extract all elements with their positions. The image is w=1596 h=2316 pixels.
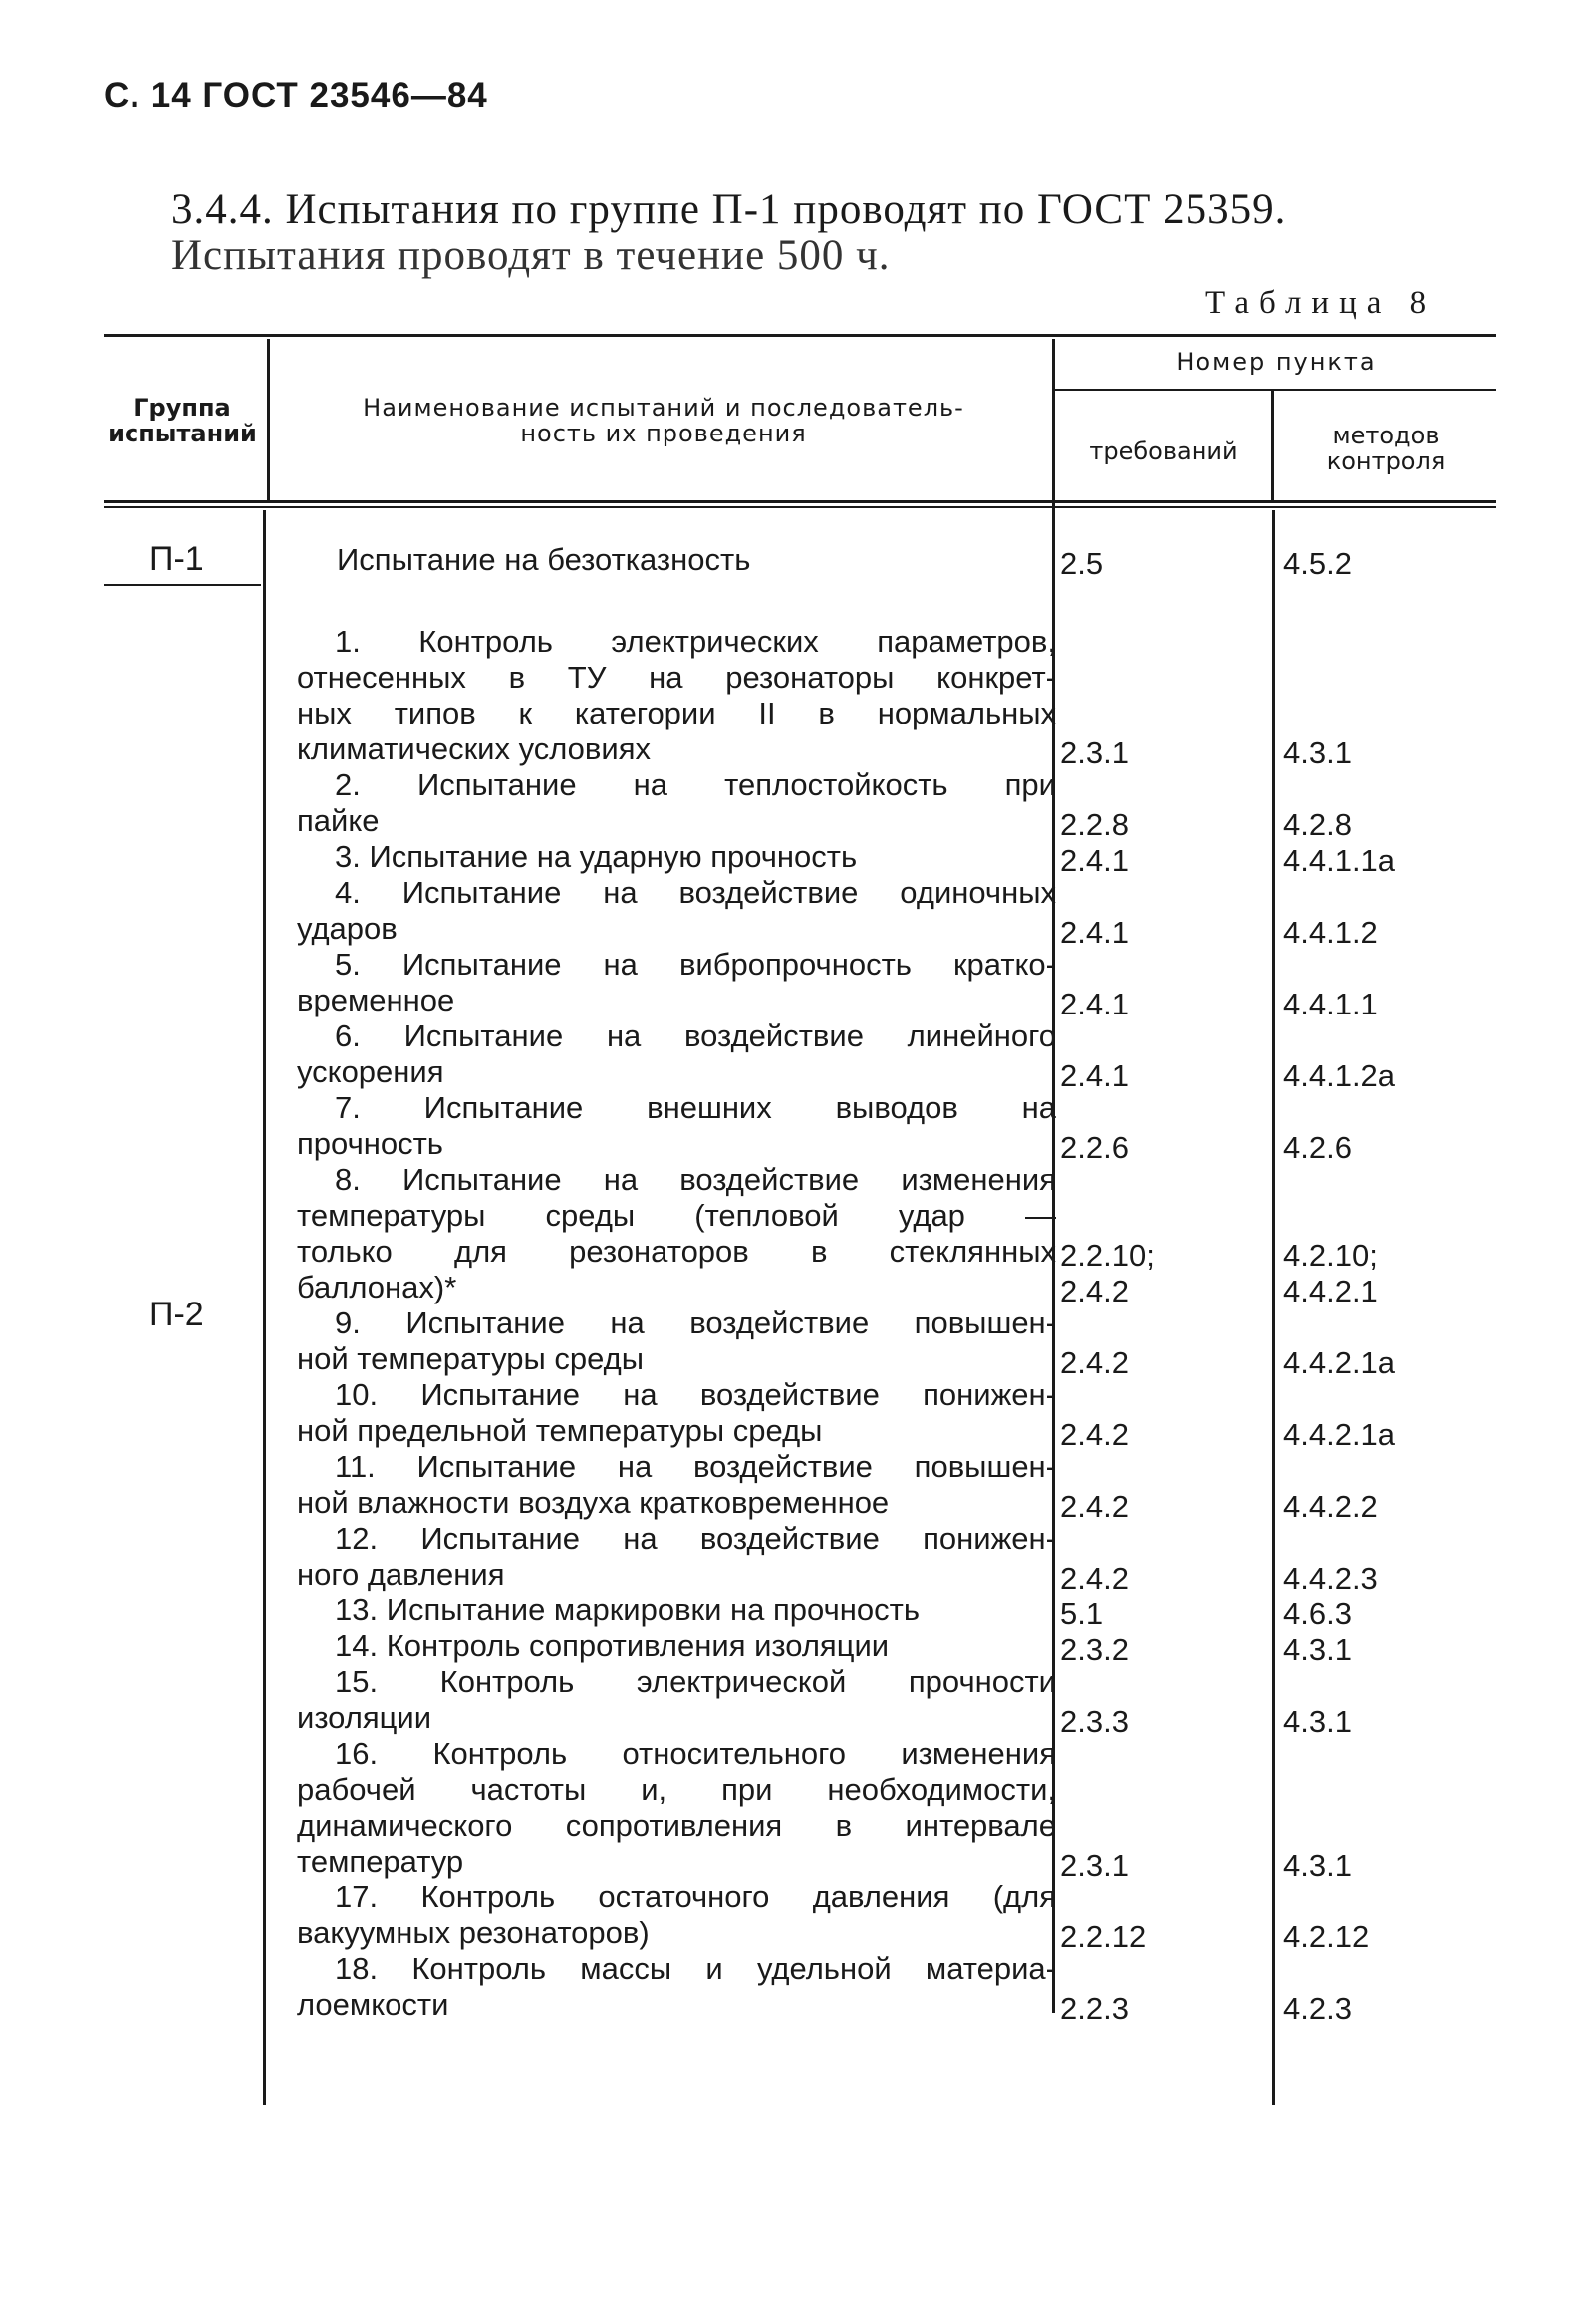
table-row bbox=[297, 947, 1056, 1018]
requirement-number: 2.2.8 bbox=[1060, 807, 1129, 842]
subheader-rule bbox=[1054, 389, 1496, 391]
requirement-number: 2.2.3 bbox=[1060, 1991, 1129, 2026]
method-number: 4.5.2 bbox=[1283, 546, 1352, 581]
col-divider-req bbox=[1271, 389, 1274, 500]
row-text-line: 16. Контроль относительного изменения bbox=[335, 1736, 1056, 1771]
row-text-line: только для резонаторов в стеклянных bbox=[297, 1234, 1056, 1269]
table-row bbox=[297, 875, 1056, 947]
row-text-line: климатических условиях bbox=[297, 731, 651, 766]
row-text-line: 1. Контроль электрических параметров, bbox=[335, 624, 1056, 659]
header-point-number: Номер пункта bbox=[1176, 348, 1377, 376]
header-methods: методов контроля bbox=[1326, 422, 1446, 475]
row-text-line: пайке bbox=[297, 803, 380, 838]
group-label-p2: П-2 bbox=[149, 1296, 204, 1333]
method-number: 4.3.1 bbox=[1283, 1704, 1352, 1739]
method-number: 4.2.6 bbox=[1283, 1130, 1352, 1165]
row-text-line: 9. Испытание на воздействие повышен- bbox=[335, 1305, 1056, 1340]
row-text-line: отнесенных в ТУ на резонаторы конкрет- bbox=[297, 660, 1056, 695]
method-number: 4.4.1.2а bbox=[1283, 1058, 1396, 1093]
row-text-line: 13. Испытание маркировки на прочность bbox=[335, 1592, 920, 1627]
row-text-line: ного давления bbox=[297, 1557, 505, 1592]
method-number: 4.4.2.2 bbox=[1283, 1489, 1378, 1524]
row-text-line: 14. Контроль сопротивления изоляции bbox=[335, 1628, 890, 1663]
row-text-line: прочность bbox=[297, 1126, 443, 1161]
method-number: 4.2.12 bbox=[1283, 1919, 1370, 1954]
page-header: С. 14 ГОСТ 23546—84 bbox=[104, 76, 488, 115]
requirement-number: 2.4.2 bbox=[1060, 1489, 1129, 1524]
group-label-p1: П-1 bbox=[149, 540, 204, 578]
row-text-line: 3. Испытание на ударную прочность bbox=[335, 839, 858, 874]
table-row bbox=[297, 1090, 1056, 1162]
table-row bbox=[297, 839, 1056, 875]
table-row bbox=[337, 542, 1034, 578]
row-text-line: изоляции bbox=[297, 1700, 432, 1735]
row-text-line: ных типов к категории II в нормальных bbox=[297, 696, 1056, 730]
col-divider-group-body bbox=[263, 510, 266, 2105]
row-text-line: рабочей частоты и, при необходимости, bbox=[297, 1772, 1056, 1807]
header-bottom-rule-1 bbox=[104, 500, 1496, 503]
row-text-line: 10. Испытание на воздействие понижен- bbox=[335, 1377, 1056, 1412]
row-text-line: вакуумных резонаторов) bbox=[297, 1915, 650, 1950]
row-text-line: температуры среды (тепловой удар — bbox=[297, 1198, 1056, 1233]
row-text-line: 15. Контроль электрической прочности bbox=[335, 1664, 1056, 1699]
table-row bbox=[297, 1305, 1056, 1377]
row-text-line: 2. Испытание на теплостойкость при bbox=[335, 767, 1056, 802]
method-number: 4.2.10; bbox=[1283, 1238, 1378, 1273]
table-row bbox=[297, 1377, 1056, 1449]
header-name: Наименование испытаний и последователь- ность их проведения bbox=[363, 394, 964, 447]
row-text-line: 6. Испытание на воздействие линейного bbox=[335, 1018, 1056, 1053]
method-number: 4.3.1 bbox=[1283, 1632, 1352, 1667]
table-top-rule bbox=[104, 334, 1496, 337]
col-divider-req-body bbox=[1272, 510, 1275, 2105]
method-number: 4.4.1.1 bbox=[1283, 987, 1378, 1021]
row-text-line: ускорения bbox=[297, 1054, 444, 1089]
requirement-number: 2.4.1 bbox=[1060, 1058, 1129, 1093]
method-number: 4.4.1.2 bbox=[1283, 915, 1378, 950]
requirement-number: 2.2.10; bbox=[1060, 1238, 1155, 1273]
row-text-line: ной влажности воздуха кратковременное bbox=[297, 1485, 890, 1520]
header-requirements: требований bbox=[1089, 437, 1238, 465]
table-row bbox=[297, 1521, 1056, 1592]
method-number: 4.6.3 bbox=[1283, 1596, 1352, 1631]
paragraph-line-1: 3.4.4. Испытания по группе П-1 проводят по ГОСТ 25359. bbox=[171, 186, 1287, 233]
requirement-number: 2.4.2 bbox=[1060, 1345, 1129, 1380]
row-text-line: температур bbox=[297, 1844, 464, 1879]
row-text-line: ударов bbox=[297, 911, 398, 946]
row-text-line: 12. Испытание на воздействие понижен- bbox=[335, 1521, 1056, 1556]
requirement-number: 5.1 bbox=[1060, 1596, 1104, 1631]
table-row bbox=[297, 1018, 1056, 1090]
method-number: 4.4.1.1а bbox=[1283, 843, 1396, 878]
table-row bbox=[297, 1592, 1056, 1628]
table-row bbox=[297, 1162, 1056, 1305]
row-text-line: 5. Испытание на вибропрочность кратко- bbox=[335, 947, 1056, 982]
requirement-number: 2.2.12 bbox=[1060, 1919, 1147, 1954]
row-text-line: 8. Испытание на воздействие изменения bbox=[335, 1162, 1056, 1197]
requirement-number: 2.4.1 bbox=[1060, 843, 1129, 878]
row-text-line: 4. Испытание на воздействие одиночных bbox=[335, 875, 1056, 910]
requirement-number: 2.3.2 bbox=[1060, 1632, 1129, 1667]
header-bottom-rule-2 bbox=[104, 506, 1496, 508]
row-text-line: Испытание на безотказность bbox=[337, 542, 751, 577]
col-divider-group bbox=[267, 339, 270, 500]
row-text-line: временное bbox=[297, 983, 455, 1017]
requirement-number: 2.4.1 bbox=[1060, 915, 1129, 950]
method-number: 4.4.2.1а bbox=[1283, 1417, 1396, 1452]
table-row bbox=[297, 1664, 1056, 1736]
method-number: 4.2.3 bbox=[1283, 1991, 1352, 2026]
group-separator-rule bbox=[104, 584, 261, 586]
paragraph-line-2: Испытания проводят в течение 500 ч. bbox=[171, 232, 891, 279]
row-text-line: 7. Испытание внешних выводов на bbox=[335, 1090, 1056, 1125]
row-text-line: динамического сопротивления в интервале bbox=[297, 1808, 1056, 1843]
requirement-number: 2.3.3 bbox=[1060, 1704, 1129, 1739]
method-number: 4.3.1 bbox=[1283, 735, 1352, 770]
requirement-number: 2.4.2 bbox=[1060, 1561, 1129, 1595]
method-number: 4.2.8 bbox=[1283, 807, 1352, 842]
row-text-line: 18. Контроль массы и удельной материа- bbox=[335, 1951, 1056, 1986]
row-text-line: 17. Контроль остаточного давления (для bbox=[335, 1880, 1056, 1914]
table-caption: Таблица 8 bbox=[1205, 285, 1437, 321]
requirement-number: 2.3.1 bbox=[1060, 735, 1129, 770]
header-group: Группа испытаний bbox=[108, 394, 257, 447]
method-number: 4.4.2.1 bbox=[1283, 1274, 1378, 1308]
requirement-number: 2.3.1 bbox=[1060, 1848, 1129, 1882]
row-text-line: ной предельной температуры среды bbox=[297, 1413, 823, 1448]
table-row bbox=[297, 1951, 1056, 2023]
requirement-number: 2.4.2 bbox=[1060, 1274, 1129, 1308]
table-row bbox=[297, 1880, 1056, 1951]
table-row bbox=[297, 1736, 1056, 1880]
row-text-line: баллонах)* bbox=[297, 1270, 457, 1304]
method-number: 4.3.1 bbox=[1283, 1848, 1352, 1882]
table-row bbox=[297, 767, 1056, 839]
row-text-line: 11. Испытание на воздействие повышен- bbox=[335, 1449, 1056, 1484]
method-number: 4.4.2.1а bbox=[1283, 1345, 1396, 1380]
table-row bbox=[297, 1628, 1056, 1664]
method-number: 4.4.2.3 bbox=[1283, 1561, 1378, 1595]
table-row bbox=[297, 1449, 1056, 1521]
requirement-number: 2.5 bbox=[1060, 546, 1104, 581]
row-text-line: ной температуры среды bbox=[297, 1341, 645, 1376]
requirement-number: 2.4.2 bbox=[1060, 1417, 1129, 1452]
row-text-line: лоемкости bbox=[297, 1987, 449, 2022]
requirement-number: 2.2.6 bbox=[1060, 1130, 1129, 1165]
table-row bbox=[297, 624, 1056, 767]
requirement-number: 2.4.1 bbox=[1060, 987, 1129, 1021]
